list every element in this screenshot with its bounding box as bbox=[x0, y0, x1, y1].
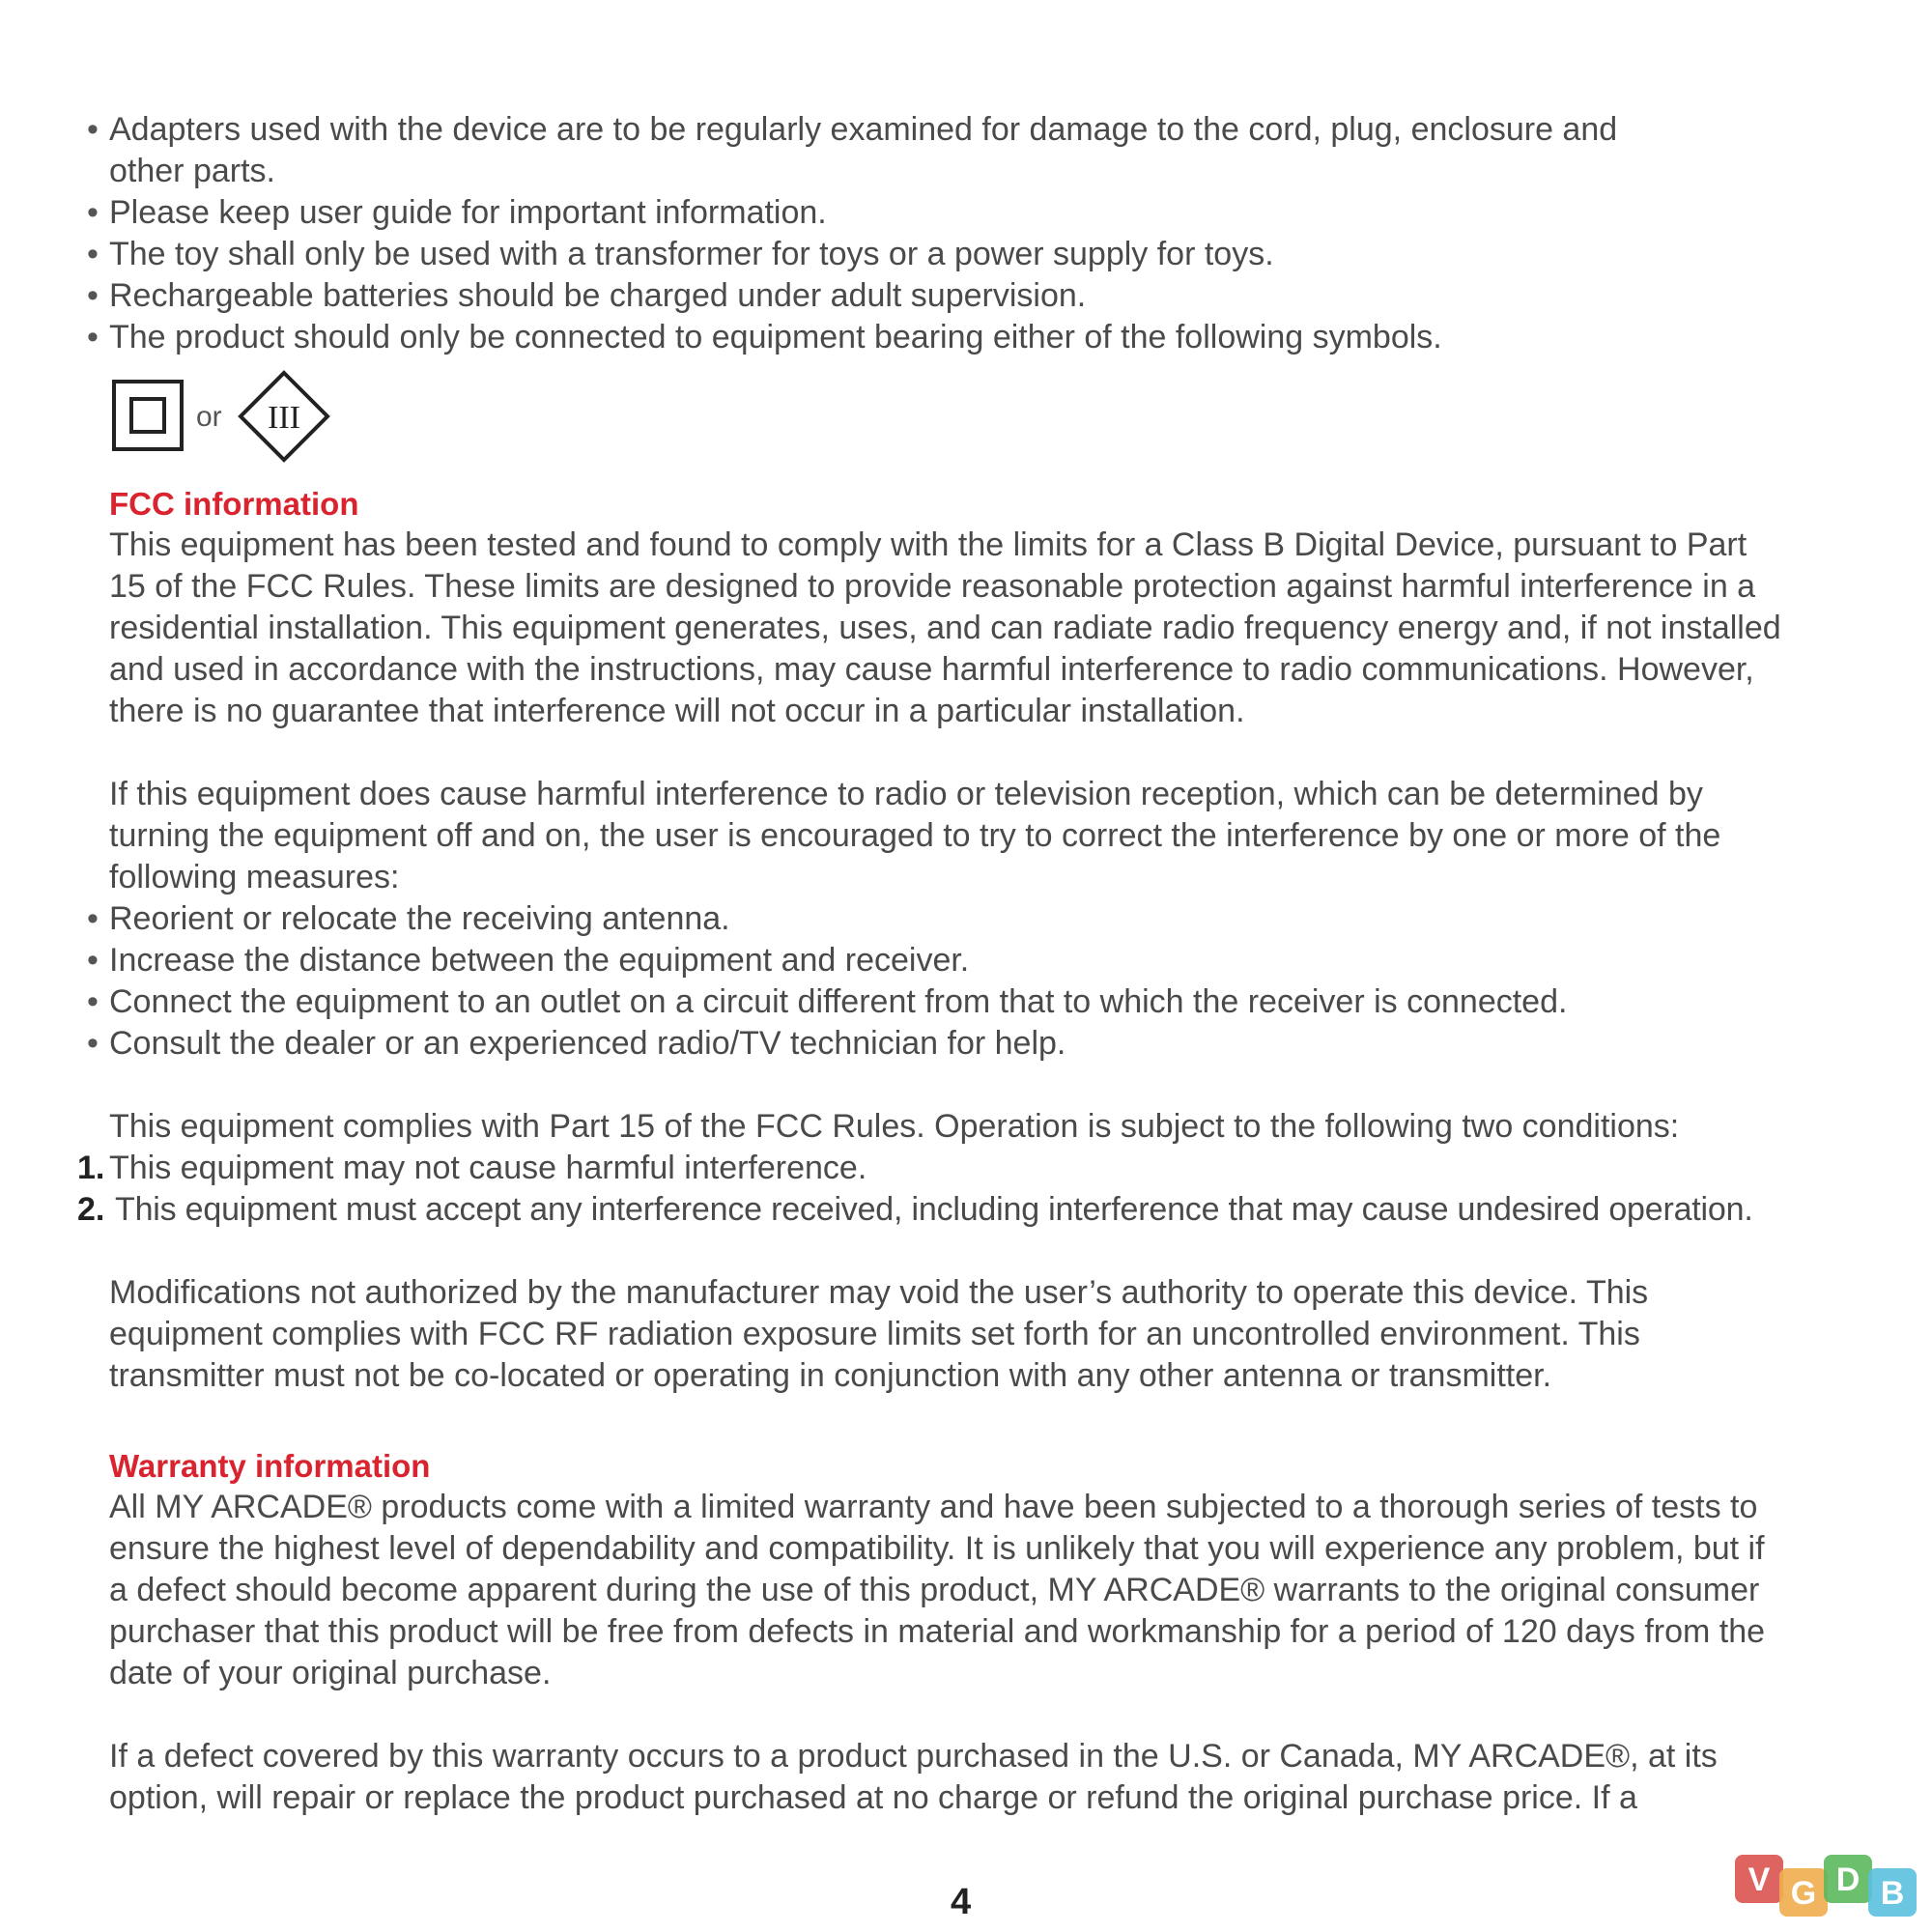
fcc-para2-line1: If this equipment does cause harmful interference to radio or television reception, which can be determined by bbox=[109, 776, 1703, 812]
fcc-para4-line2: equipment complies with FCC RF radiation exposure limits set forth for an uncontrolled environment. This bbox=[109, 1316, 1640, 1352]
warranty-heading: Warranty information bbox=[109, 1448, 431, 1484]
warranty-para1-line3: a defect should become apparent during the use of this product, MY ARCADE® warrants to the original consumer bbox=[109, 1572, 1760, 1608]
safety-bullet-5: The product should only be connected to equipment bearing either of the following symbols. bbox=[109, 319, 1442, 355]
class-iii-diamond-icon bbox=[241, 373, 327, 460]
fcc-para1-line1: This equipment has been tested and found to comply with the limits for a Class B Digital Device, pursuant to Part bbox=[109, 526, 1747, 563]
fcc-para1-line4: and used in accordance with the instructions, may cause harmful interference to radio communications. However, bbox=[109, 651, 1754, 688]
fcc-condition-2: This equipment must accept any interference received, including interference that may cause undesired operation. bbox=[115, 1191, 1753, 1228]
bullet: • bbox=[87, 983, 99, 1020]
bullet: • bbox=[87, 236, 99, 272]
watermark-tile-v bbox=[1735, 1855, 1783, 1903]
bullet: • bbox=[87, 319, 99, 355]
fcc-para1-line3: residential installation. This equipment generates, uses, and can radiate radio frequency energy and, if not installed bbox=[109, 610, 1781, 646]
or-text: or bbox=[196, 401, 222, 433]
fcc-condition-1: This equipment may not cause harmful interference. bbox=[109, 1150, 867, 1186]
bullet: • bbox=[87, 900, 99, 937]
safety-bullet-2: Please keep user guide for important information. bbox=[109, 194, 827, 231]
watermark-tile-d bbox=[1824, 1855, 1872, 1903]
safety-bullet-4: Rechargeable batteries should be charged under adult supervision. bbox=[109, 277, 1087, 314]
bullet: • bbox=[87, 277, 99, 314]
svg-text:D: D bbox=[1835, 1861, 1861, 1898]
bullet: • bbox=[87, 111, 99, 148]
fcc-para4-line3: transmitter must not be co-located or operating in conjunction with any other antenna or transmitter. bbox=[109, 1357, 1552, 1394]
watermark-tile-b bbox=[1868, 1868, 1917, 1917]
page-number: 4 bbox=[951, 1882, 972, 1922]
fcc-para2-line3: following measures: bbox=[109, 859, 400, 895]
bullet: • bbox=[87, 194, 99, 231]
equipment-symbols bbox=[112, 369, 344, 466]
bullet: • bbox=[87, 942, 99, 979]
fcc-measure-1: Reorient or relocate the receiving antenna. bbox=[109, 900, 730, 937]
warranty-para1-line5: date of your original purchase. bbox=[109, 1655, 552, 1691]
class-iii-label: III bbox=[268, 400, 300, 436]
svg-text:V: V bbox=[1747, 1861, 1771, 1898]
warranty-para1-line4: purchaser that this product will be free from defects in material and workmanship for a period of 120 days from the bbox=[109, 1613, 1766, 1650]
fcc-para1-line2: 15 of the FCC Rules. These limits are designed to provide reasonable protection against harmful interference in a bbox=[109, 568, 1756, 605]
svg-text:B: B bbox=[1880, 1875, 1905, 1912]
fcc-para3: This equipment complies with Part 15 of the FCC Rules. Operation is subject to the following two conditions: bbox=[109, 1108, 1680, 1145]
fcc-measure-4: Consult the dealer or an experienced radio/TV technician for help. bbox=[109, 1025, 1066, 1062]
safety-bullet-1-cont: other parts. bbox=[109, 153, 275, 189]
safety-bullet-3: The toy shall only be used with a transformer for toys or a power supply for toys. bbox=[109, 236, 1274, 272]
class-ii-double-square-icon bbox=[114, 382, 182, 449]
watermark-tile-g bbox=[1779, 1868, 1828, 1917]
fcc-para4-line1: Modifications not authorized by the manufacturer may void the user’s authority to operate this device. This bbox=[109, 1274, 1649, 1311]
warranty-para1-line1: All MY ARCADE® products come with a limited warranty and have been subjected to a thorough series of tests to bbox=[109, 1489, 1758, 1525]
svg-text:G: G bbox=[1790, 1875, 1817, 1912]
vgdb-watermark-logo bbox=[1735, 1855, 1928, 1928]
fcc-para1-line5: there is no guarantee that interference will not occur in a particular installation. bbox=[109, 693, 1245, 729]
fcc-para2-line2: turning the equipment off and on, the user is encouraged to try to correct the interference by one or more of the bbox=[109, 817, 1721, 854]
fcc-measure-3: Connect the equipment to an outlet on a circuit different from that to which the receiver is connected. bbox=[109, 983, 1568, 1020]
fcc-heading: FCC information bbox=[109, 486, 359, 522]
fcc-measure-2: Increase the distance between the equipment and receiver. bbox=[109, 942, 970, 979]
warranty-para2-line1: If a defect covered by this warranty occurs to a product purchased in the U.S. or Canada, MY ARCADE®, at its bbox=[109, 1738, 1718, 1775]
bullet: • bbox=[87, 1025, 99, 1062]
warranty-para1-line2: ensure the highest level of dependability and compatibility. It is unlikely that you will experience any problem, but if bbox=[109, 1530, 1765, 1567]
safety-bullet-1: Adapters used with the device are to be regularly examined for damage to the cord, plug, enclosure and bbox=[109, 111, 1618, 148]
condition-number: 2. bbox=[77, 1191, 105, 1228]
condition-number: 1. bbox=[77, 1150, 105, 1186]
warranty-para2-line2: option, will repair or replace the product purchased at no charge or refund the original purchase price. If a bbox=[109, 1779, 1637, 1816]
